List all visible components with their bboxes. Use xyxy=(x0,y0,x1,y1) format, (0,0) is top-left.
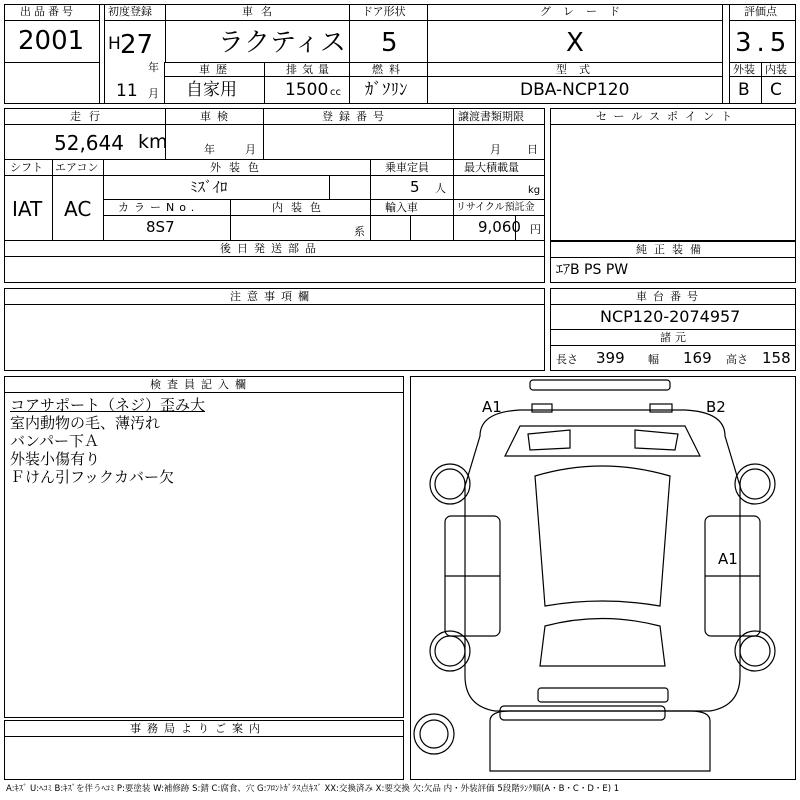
history-label: 車歴 xyxy=(199,63,233,76)
int-color-label: 内装色 xyxy=(272,201,329,214)
car-name: ラクティス xyxy=(218,28,346,58)
length-label: 長さ xyxy=(556,353,578,366)
inspector-note: 外装小傷有り xyxy=(10,450,101,468)
maxload-label: 最大積載量 xyxy=(464,161,519,174)
ext-color: ﾐｽﾞｲﾛ xyxy=(190,178,228,196)
color-no: 8S7 xyxy=(146,218,175,236)
sales-point-label: セールスポイント xyxy=(596,110,740,123)
inspector-note: 室内動物の毛、薄汚れ xyxy=(10,414,161,432)
capacity-unit: 人 xyxy=(435,182,446,195)
reg-year: 27 xyxy=(120,30,154,60)
length: 399 xyxy=(596,349,625,367)
recycle-unit: 円 xyxy=(530,223,541,236)
genuine-equipment: ｴｱB PS PW xyxy=(556,262,629,278)
mileage-unit: km xyxy=(138,131,168,153)
year-unit: 年 xyxy=(148,61,159,74)
car-body-diagram xyxy=(410,376,796,780)
height-label: 高さ xyxy=(726,353,748,366)
capacity-label: 乗車定員 xyxy=(385,161,429,174)
overall-score: 3.5 xyxy=(735,28,792,58)
inspection-month-unit: 月 xyxy=(245,143,256,156)
displacement-unit: cc xyxy=(330,87,341,98)
model-code: DBA-NCP120 xyxy=(520,80,630,100)
grade-label: グレード xyxy=(540,5,632,18)
era: H xyxy=(108,34,121,54)
width: 169 xyxy=(683,349,712,367)
mileage-label: 走行 xyxy=(70,110,108,123)
genuine-label: 純正装備 xyxy=(636,243,708,256)
mileage: 52,644 xyxy=(54,131,124,155)
transfer-day-unit: 日 xyxy=(527,143,538,156)
notes-label: 注意事項欄 xyxy=(230,290,315,303)
interior-label: 内装 xyxy=(765,63,787,76)
recycle-fee: 9,060 xyxy=(478,218,521,236)
transfer-month-unit: 月 xyxy=(490,143,501,156)
fuel-label: 燃料 xyxy=(372,63,406,76)
chassis-number: NCP120-2074957 xyxy=(600,307,741,326)
office-label: 事務局よりご案内 xyxy=(130,722,266,735)
later-parts-label: 後日発送部品 xyxy=(220,242,322,255)
width-label: 幅 xyxy=(648,353,659,366)
exterior-score: B xyxy=(738,80,750,100)
fuel: ｶﾞｿﾘﾝ xyxy=(365,80,408,100)
displacement-label: 排気量 xyxy=(286,63,334,76)
shift-label: シフト xyxy=(10,161,43,174)
inspector-note: コアサポート（ネジ）歪み大 xyxy=(10,396,206,414)
month-unit: 月 xyxy=(148,87,159,100)
reg-month: 11 xyxy=(116,81,138,101)
car-name-label: 車名 xyxy=(242,5,280,18)
first-reg-label: 初度登録 xyxy=(108,5,152,18)
inspector-note: Ｆけん引フックカバー欠 xyxy=(10,468,174,486)
recycle-label: リサイクル預託金 xyxy=(456,202,535,213)
lot-no-label: 出品番号 xyxy=(20,5,76,18)
dims-label: 諸元 xyxy=(660,331,690,344)
maxload-unit: kg xyxy=(528,185,541,196)
import-label: 輸入車 xyxy=(385,201,418,214)
chassis-label: 車台番号 xyxy=(636,290,704,303)
ac: AC xyxy=(64,197,92,221)
inspector-label: 検査員記入欄 xyxy=(150,378,252,391)
damage-legend: A:ｷｽﾞ U:ﾍｺﾐ B:ｷｽﾞを伴うﾍｺﾐ P:要塗装 W:補修跡 S:錆 C:腐食、穴 G:ﾌﾛﾝﾄｶﾞﾗｽ点ｷｽﾞ XX:交換済み X:要交換 欠:欠品 内・外装評価 5段階ﾗﾝｸ順(A・B・C・D・E) 1 xyxy=(6,784,620,794)
exterior-label: 外装 xyxy=(733,63,755,76)
inspection-label: 車検 xyxy=(200,110,234,123)
height: 158 xyxy=(762,349,791,367)
capacity: 5 xyxy=(410,178,420,196)
sales-point-box xyxy=(550,108,796,241)
door-label: ドア形状 xyxy=(362,5,406,18)
damage-mark-b2-front: B2 xyxy=(706,398,726,416)
inspector-note: バンパー下Ａ xyxy=(10,432,99,450)
score-label: 評価点 xyxy=(744,5,777,18)
color-no-label: カラーNo. xyxy=(118,201,200,214)
grade: X xyxy=(566,28,584,58)
door-type: 5 xyxy=(381,28,398,58)
ext-color-label: 外装色 xyxy=(210,161,267,174)
transfer-label: 譲渡書類期限 xyxy=(458,110,524,123)
ac-label: エアコン xyxy=(55,161,99,174)
interior-score: C xyxy=(770,80,782,100)
displacement: 1500 xyxy=(285,80,329,100)
inspection-year-unit: 年 xyxy=(204,143,215,156)
int-color-unit: 系 xyxy=(354,225,365,238)
damage-mark-a1-front: A1 xyxy=(482,398,502,416)
inspector-notes xyxy=(10,396,205,486)
model-label: 型式 xyxy=(556,63,602,76)
history: 自家用 xyxy=(186,80,237,100)
regno-label: 登録番号 xyxy=(322,110,390,123)
lot-no: 2001 xyxy=(18,26,85,56)
shift: IAT xyxy=(12,197,43,221)
damage-mark-a1-side: A1 xyxy=(718,550,738,568)
